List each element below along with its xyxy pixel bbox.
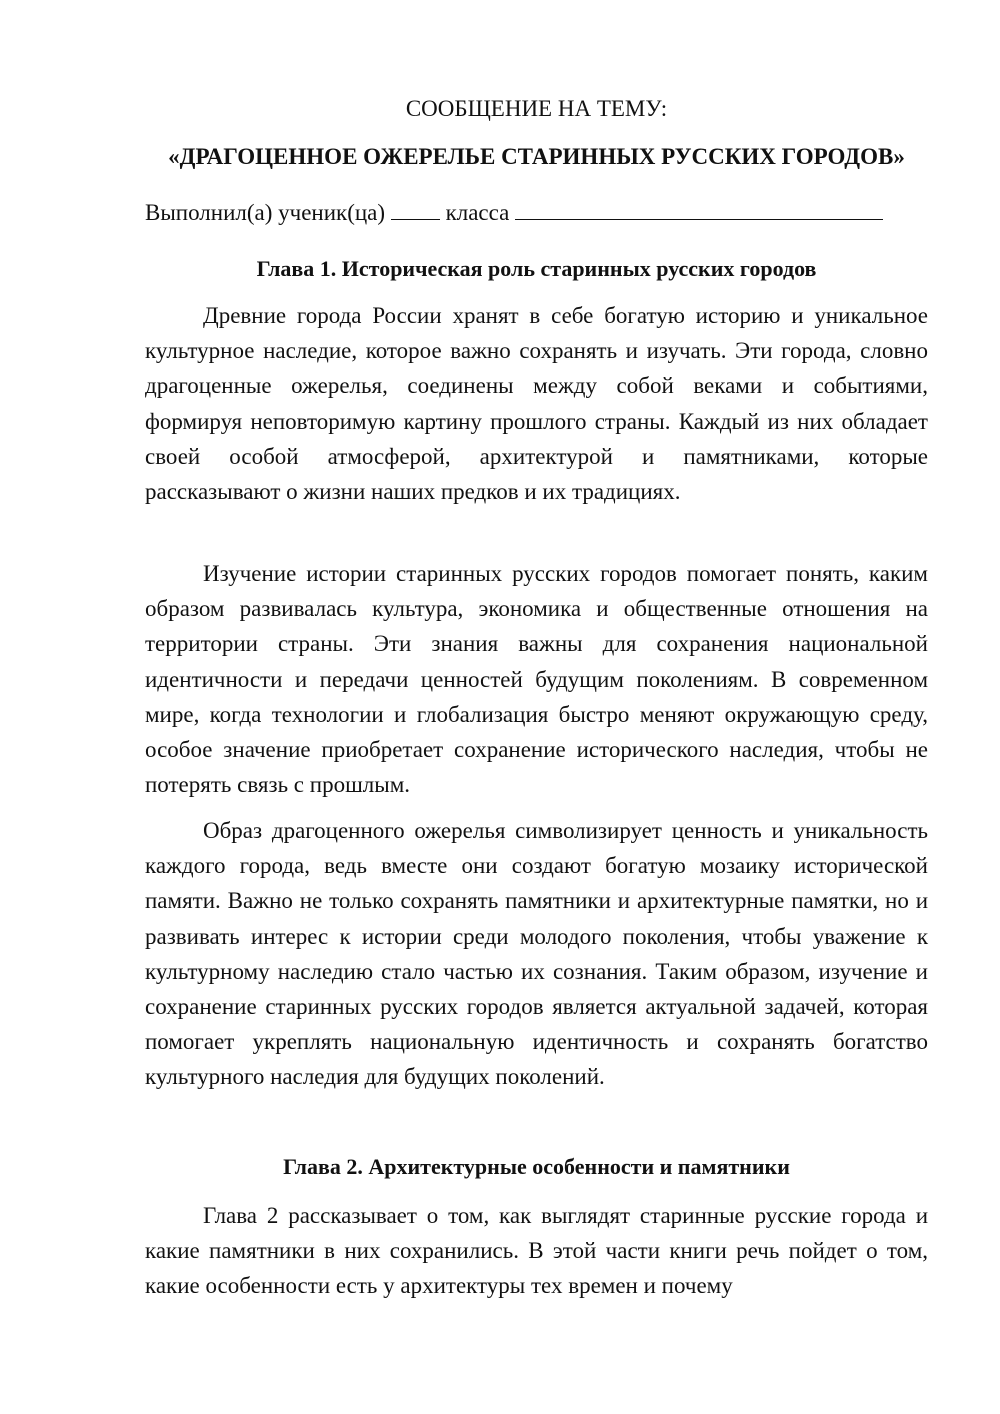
author-prefix: Выполнил(а) ученик(ца) xyxy=(145,200,386,225)
chapter1-paragraph: Изучение истории старинных русских городов помогает понять, каким образом развивалась культура, экономика и общественные отношения на территории страны. Эти знания важны для сохранения национальной идентичности и передачи ценностей будущим поколениям. В современном мире, когда технологии и глобализация быстро меняют окружающую среду, особое значение приобретает сохранение исторического наследия, чтобы не потерять связь с прошлым. xyxy=(145,561,928,798)
author-middle: класса xyxy=(445,200,510,225)
chapter1-heading: Глава 1. Историческая роль старинных русских городов xyxy=(256,256,817,281)
grade-blank[interactable] xyxy=(391,197,440,220)
document-title-line1: СООБЩЕНИЕ НА ТЕМУ: xyxy=(405,96,668,121)
document-title-line2: «ДРАГОЦЕННОЕ ОЖЕРЕЛЬЕ СТАРИННЫХ РУССКИХ ГОРОДОВ» xyxy=(168,144,905,169)
author-line xyxy=(145,197,928,228)
chapter1-paragraph: Образ драгоценного ожерелья символизирует ценность и уникальность каждого города, ведь вместе они создают богатую мозаику исторической памяти. Важно не только сохранять памятники и архитектурные памятки, но и развивать интерес к истории среди молодого поколения, чтобы уважение к культурному наследию стало частью их сознания. Таким образом, изучение и сохранение старинных русских городов является актуальной задачей, которая помогает укреплять национальную идентичность и сохранять богатство культурного наследия для будущих поколений. xyxy=(145,818,928,1090)
chapter1-paragraph: Древние города России хранят в себе богатую историю и уникальное культурное наследие, которое важно сохранять и изучать. Эти города, словно драгоценные ожерелья, соединены между собой веками и событиями, формируя неповторимую картину прошлого страны. Каждый из них обладает своей особой атмосферой, архитектурой и памятниками, которые рассказывают о жизни наших предков и их традициях. xyxy=(145,303,928,505)
chapter2-heading: Глава 2. Архитектурные особенности и памятники xyxy=(283,1154,790,1179)
chapter2-paragraph: Глава 2 рассказывает о том, как выглядят старинные русские города и какие памятники в них сохранились. В этой части книги речь пойдет о том, какие особенности есть у архитектуры тех времен и почему xyxy=(145,1203,928,1299)
name-blank[interactable] xyxy=(515,197,883,220)
document-page xyxy=(145,0,928,1414)
